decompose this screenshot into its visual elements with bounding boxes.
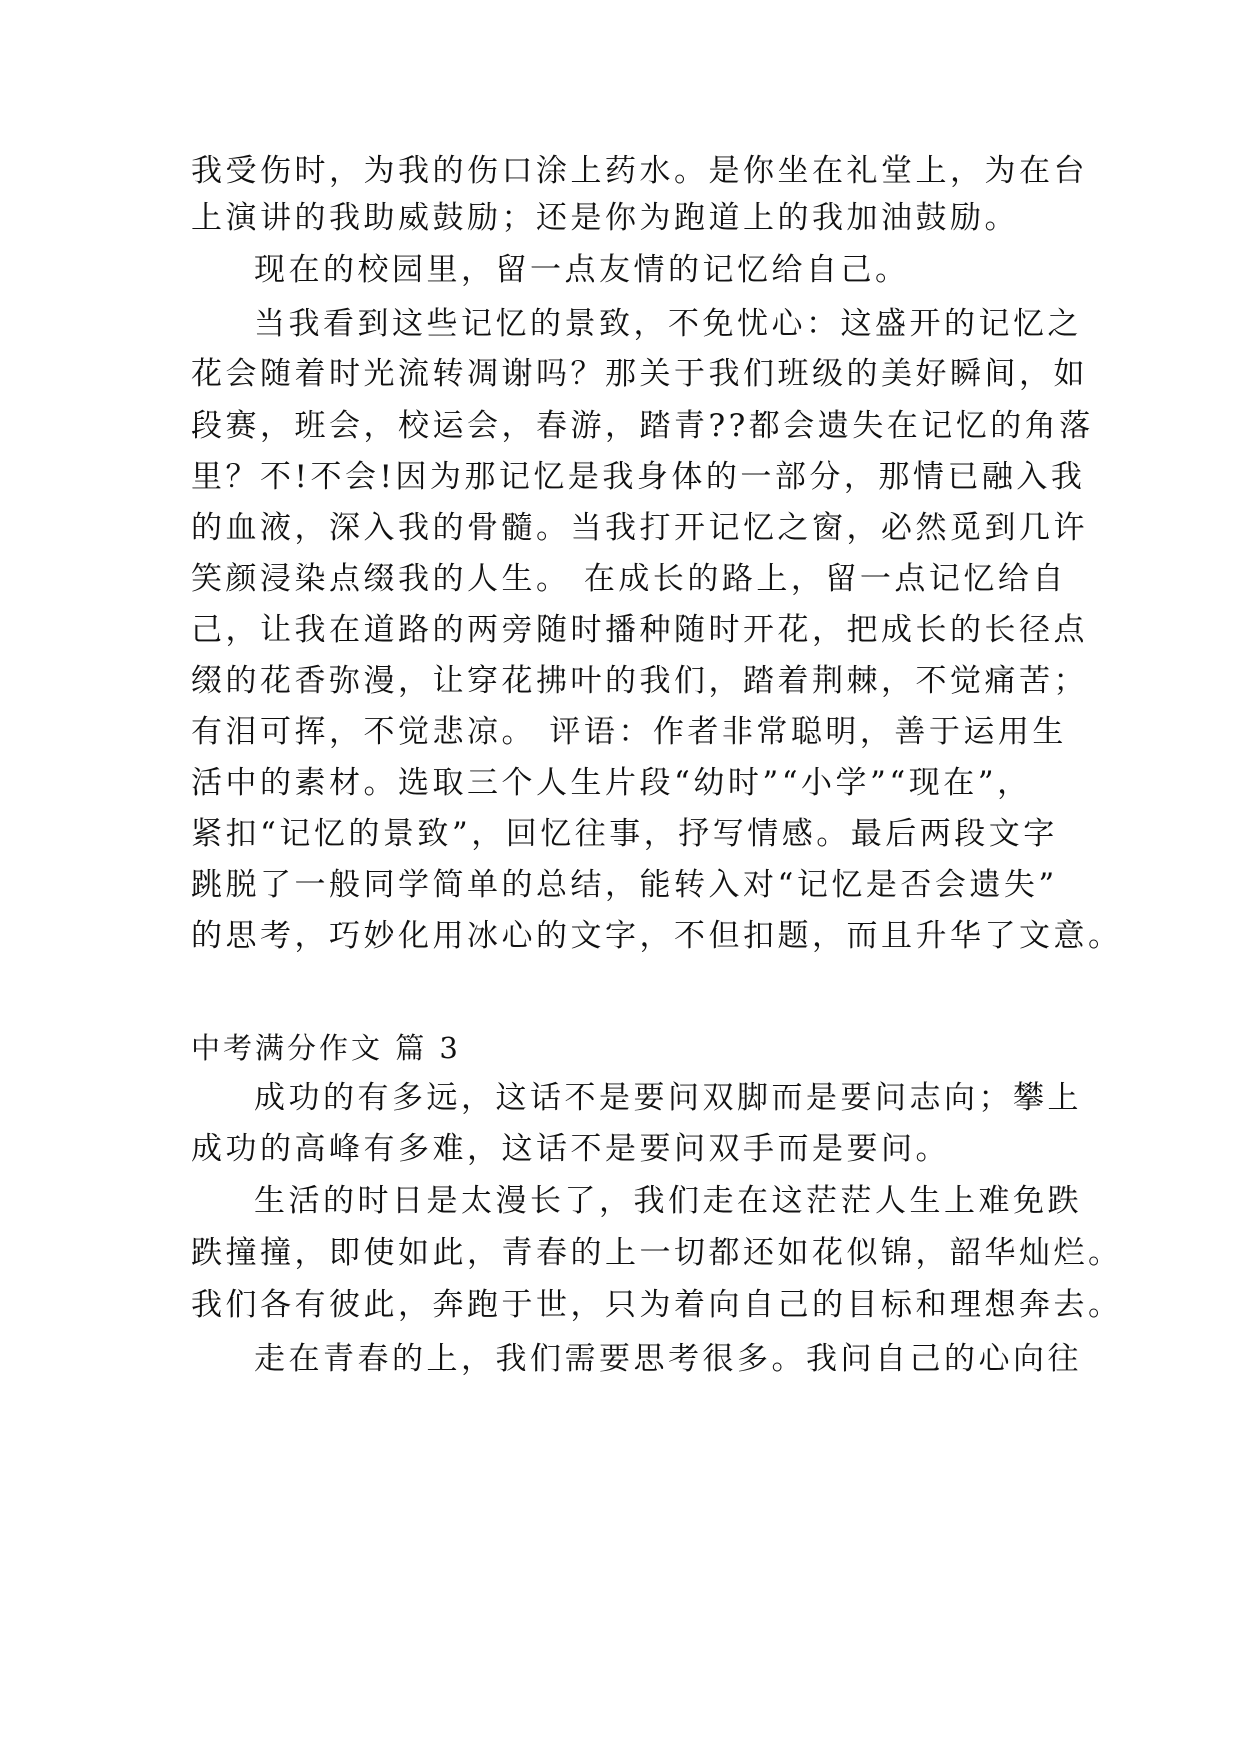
text-line: 生活的时日是太漫长了，我们走在这茫茫人生上难免跌 <box>254 1183 1082 1219</box>
text-line: 成功的有多远，这话不是要问双脚而是要问志向；攀上 <box>254 1080 1082 1116</box>
section-heading: 中考满分作文 篇 3 <box>191 1031 461 1065</box>
text-line: 走在青春的上，我们需要思考很多。我问自己的心向往 <box>254 1341 1082 1377</box>
text-line: 我受伤时，为我的伤口涂上药水。是你坐在礼堂上，为在台 <box>191 153 1088 189</box>
text-line: 跳脱了一般同学简单的总结，能转入对“记忆是否会遗失” <box>191 867 1058 903</box>
text-line: 活中的素材。选取三个人生片段“幼时”“小学”“现在”， <box>191 765 1032 801</box>
text-line: 当我看到这些记忆的景致，不免忧心：这盛开的记忆之 <box>254 306 1082 342</box>
text-line: 现在的校园里，留一点友情的记忆给自己。 <box>254 252 910 288</box>
text-line: 里？不!不会!因为那记忆是我身体的一部分，那情已融入我 <box>191 459 1086 495</box>
text-line: 紧扣“记忆的景致”，回忆往事，抒写情感。最后两段文字 <box>191 816 1058 852</box>
text-line: 上演讲的我助威鼓励；还是你为跑道上的我加油鼓励。 <box>191 200 1019 236</box>
text-line: 的思考，巧妙化用冰心的文字，不但扣题，而且升华了文意。 <box>191 918 1123 954</box>
text-line: 的血液，深入我的骨髓。当我打开记忆之窗，必然觅到几许 <box>191 510 1088 546</box>
text-line: 段赛，班会，校运会，春游，踏青??都会遗失在记忆的角落 <box>191 408 1094 444</box>
text-line: 己，让我在道路的两旁随时播种随时开花，把成长的长径点 <box>191 612 1088 648</box>
text-line: 有泪可挥，不觉悲凉。 评语：作者非常聪明，善于运用生 <box>191 714 1067 750</box>
text-line: 跌撞撞，即使如此，青春的上一切都还如花似锦，韶华灿烂。 <box>191 1235 1123 1271</box>
text-line: 笑颜浸染点缀我的人生。 在成长的路上，留一点记忆给自 <box>191 561 1067 597</box>
text-line: 花会随着时光流转凋谢吗？那关于我们班级的美好瞬间，如 <box>191 356 1088 392</box>
text-line: 成功的高峰有多难，这话不是要问双手而是要问。 <box>191 1131 950 1167</box>
text-line: 缀的花香弥漫，让穿花拂叶的我们，踏着荆棘，不觉痛苦； <box>191 663 1088 699</box>
text-line: 我们各有彼此，奔跑于世，只为着向自己的目标和理想奔去。 <box>191 1287 1123 1323</box>
